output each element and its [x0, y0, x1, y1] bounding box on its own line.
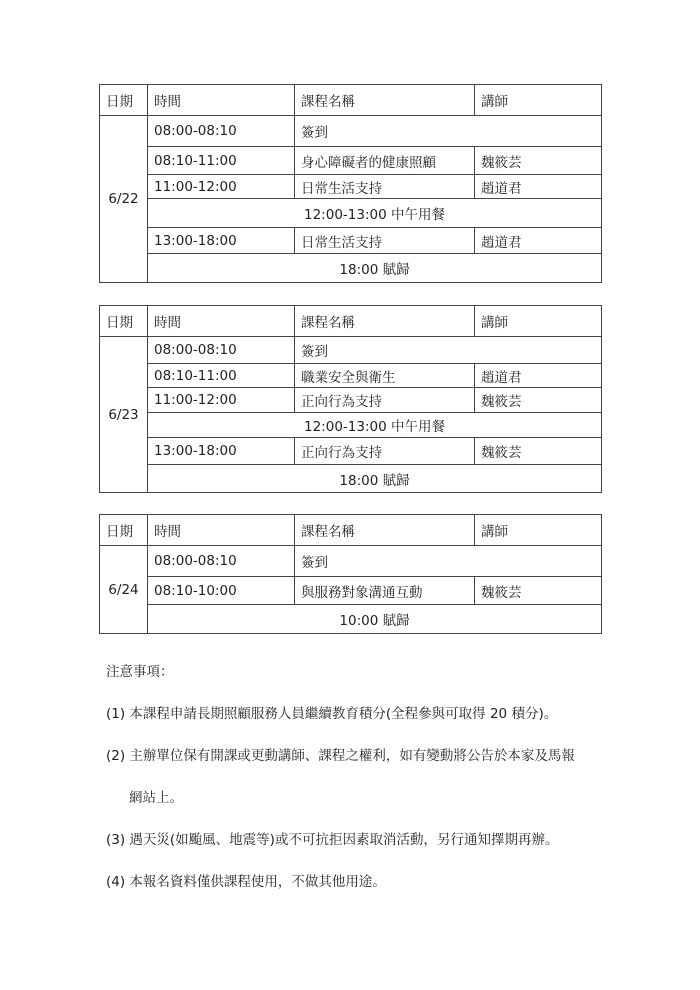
- course-cell: 正向行為支持: [295, 438, 475, 465]
- note-item-2: (2) 主辦單位保有開課或更動講師、課程之權利，如有變動將公告於本家及馬報: [106, 748, 575, 764]
- header-time: 時間: [148, 306, 295, 337]
- end-cell: 18:00 賦歸: [148, 465, 602, 493]
- header-time: 時間: [148, 515, 295, 546]
- header-instructor: 講師: [475, 515, 602, 546]
- header-course: 課程名稱: [295, 85, 475, 116]
- instructor-cell: 魏筱芸: [475, 388, 602, 413]
- instructor-cell: 魏筱芸: [475, 438, 602, 465]
- end-cell: 10:00 賦歸: [148, 605, 602, 634]
- course-cell: 簽到: [295, 116, 602, 147]
- end-row: [100, 605, 602, 634]
- schedule-table-day2: [99, 305, 602, 493]
- note-item-3: (3) 遇天災(如颱風、地震等)或不可抗拒因素取消活動，另行通知擇期再辦。: [106, 832, 559, 848]
- time-cell: 08:00-08:10: [148, 546, 295, 577]
- course-cell: 簽到: [295, 337, 602, 364]
- note-item-4: (4) 本報名資料僅供課程使用，不做其他用途。: [106, 874, 386, 890]
- date-cell: 6/24: [100, 546, 148, 634]
- note-item-2-continuation: 網站上。: [129, 790, 183, 806]
- course-cell: 日常生活支持: [295, 175, 475, 199]
- schedule-table-day3: [99, 514, 602, 634]
- table-row: [100, 546, 602, 577]
- course-cell: 身心障礙者的健康照顧: [295, 147, 475, 175]
- instructor-cell: 趙道君: [475, 228, 602, 254]
- table-row: [100, 577, 602, 605]
- header-instructor: 講師: [475, 306, 602, 337]
- time-cell: 11:00-12:00: [148, 388, 295, 413]
- notes-title: 注意事項：: [106, 664, 174, 680]
- time-cell: 11:00-12:00: [148, 175, 295, 199]
- table-row: [100, 364, 602, 388]
- header-instructor: 講師: [475, 85, 602, 116]
- table-row: [100, 438, 602, 465]
- course-cell: 簽到: [295, 546, 602, 577]
- time-cell: 13:00-18:00: [148, 438, 295, 465]
- header-date: 日期: [100, 515, 148, 546]
- time-cell: 08:00-08:10: [148, 337, 295, 364]
- time-cell: 08:00-08:10: [148, 116, 295, 147]
- note-item-1: (1) 本課程申請長期照顧服務人員繼續教育積分(全程參與可取得 20 積分)。: [106, 706, 558, 722]
- table-row: [100, 388, 602, 413]
- table-row: [100, 228, 602, 254]
- course-cell: 職業安全與衛生: [295, 364, 475, 388]
- end-cell: 18:00 賦歸: [148, 254, 602, 283]
- date-cell: 6/23: [100, 337, 148, 493]
- table-row: [100, 147, 602, 175]
- header-date: 日期: [100, 306, 148, 337]
- time-cell: 08:10-11:00: [148, 364, 295, 388]
- course-cell: 日常生活支持: [295, 228, 475, 254]
- table-row: [100, 116, 602, 147]
- lunch-row: [100, 199, 602, 228]
- table-header-row: [100, 306, 602, 337]
- end-row: [100, 254, 602, 283]
- instructor-cell: 趙道君: [475, 175, 602, 199]
- instructor-cell: 魏筱芸: [475, 147, 602, 175]
- end-row: [100, 465, 602, 493]
- notes-section: [106, 662, 606, 914]
- table-header-row: [100, 85, 602, 116]
- time-cell: 13:00-18:00: [148, 228, 295, 254]
- course-cell: 正向行為支持: [295, 388, 475, 413]
- instructor-cell: 趙道君: [475, 364, 602, 388]
- lunch-cell: 12:00-13:00 中午用餐: [148, 413, 602, 438]
- schedule-table-day1: [99, 84, 602, 283]
- date-cell: 6/22: [100, 116, 148, 283]
- table-row: [100, 337, 602, 364]
- time-cell: 08:10-11:00: [148, 147, 295, 175]
- course-cell: 與服務對象溝通互動: [295, 577, 475, 605]
- lunch-cell: 12:00-13:00 中午用餐: [148, 199, 602, 228]
- table-row: [100, 175, 602, 199]
- lunch-row: [100, 413, 602, 438]
- time-cell: 08:10-10:00: [148, 577, 295, 605]
- instructor-cell: 魏筱芸: [475, 577, 602, 605]
- header-course: 課程名稱: [295, 306, 475, 337]
- table-header-row: [100, 515, 602, 546]
- header-time: 時間: [148, 85, 295, 116]
- header-date: 日期: [100, 85, 148, 116]
- header-course: 課程名稱: [295, 515, 475, 546]
